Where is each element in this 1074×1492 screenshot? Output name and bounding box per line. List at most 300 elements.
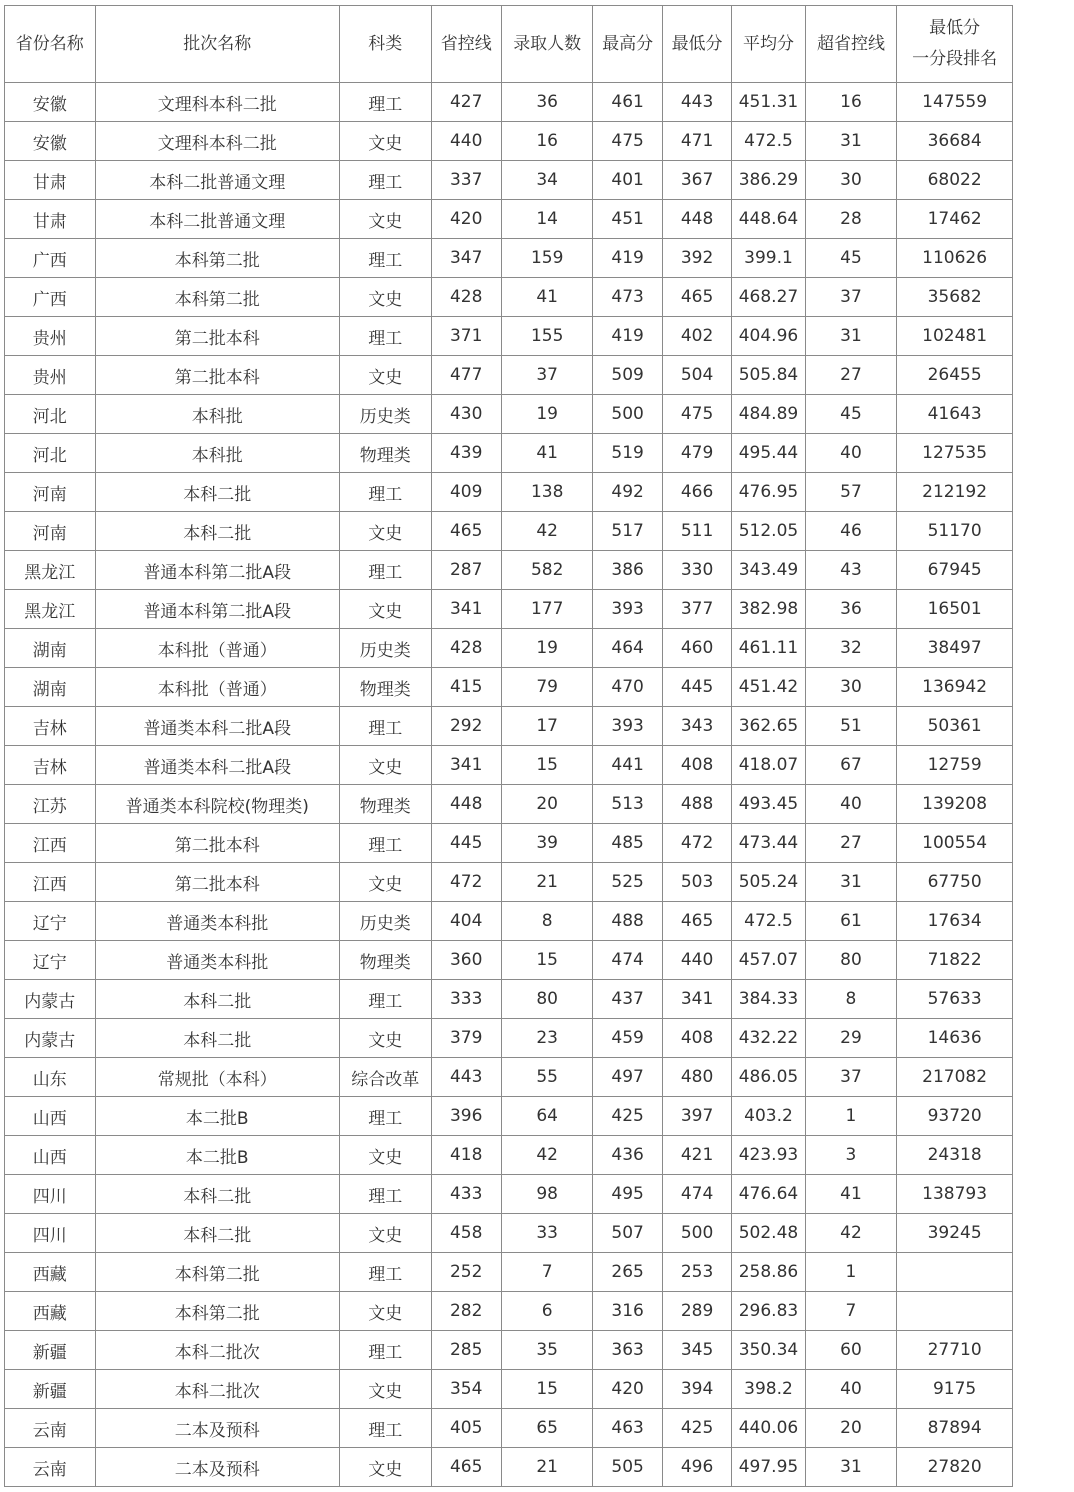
batch-cell: 普通类本科批: [95, 902, 339, 941]
admitted-count-cell: 37: [501, 356, 593, 395]
subject-type-cell: 文史: [339, 1136, 431, 1175]
control-line-cell: 282: [431, 1292, 501, 1331]
min-score-cell: 341: [662, 980, 731, 1019]
table-row: [5, 1214, 1013, 1253]
batch-cell: 普通类本科批: [95, 941, 339, 980]
avg-score-cell: 468.27: [732, 278, 805, 317]
batch-cell: 本科批: [95, 434, 339, 473]
control-line-cell: 420: [431, 200, 501, 239]
province-cell: 黑龙江: [5, 590, 96, 629]
subject-type-cell: 文史: [339, 122, 431, 161]
table-row: [5, 434, 1013, 473]
max-score-cell: 495: [593, 1175, 662, 1214]
avg-score-cell: 505.84: [732, 356, 805, 395]
min-score-rank-cell: 68022: [897, 161, 1013, 200]
admitted-count-cell: 80: [501, 980, 593, 1019]
min-score-cell: 504: [662, 356, 731, 395]
admitted-count-cell: 16: [501, 122, 593, 161]
batch-cell: 本科二批: [95, 1019, 339, 1058]
admitted-count-cell: 20: [501, 785, 593, 824]
max-score-cell: 464: [593, 629, 662, 668]
admission-scores-table-container: [4, 5, 1013, 1487]
control-line-cell: 347: [431, 239, 501, 278]
avg-score-cell: 472.5: [732, 122, 805, 161]
subject-type-cell: 文史: [339, 1019, 431, 1058]
min-score-rank-cell: 38497: [897, 629, 1013, 668]
min-score-cell: 465: [662, 902, 731, 941]
subject-type-cell: 文史: [339, 1448, 431, 1487]
above-control-cell: 43: [805, 551, 897, 590]
above-control-cell: 60: [805, 1331, 897, 1370]
province-cell: 吉林: [5, 746, 96, 785]
max-score-cell: 459: [593, 1019, 662, 1058]
subject-type-cell: 理工: [339, 83, 431, 122]
admitted-count-cell: 15: [501, 746, 593, 785]
table-row: [5, 1331, 1013, 1370]
above-control-cell: 32: [805, 629, 897, 668]
max-score-cell: 437: [593, 980, 662, 1019]
subject-type-cell: 理工: [339, 1097, 431, 1136]
avg-score-cell: 448.64: [732, 200, 805, 239]
min-score-cell: 330: [662, 551, 731, 590]
above-control-cell: 20: [805, 1409, 897, 1448]
admitted-count-cell: 138: [501, 473, 593, 512]
table-row: [5, 551, 1013, 590]
max-score-cell: 393: [593, 707, 662, 746]
max-score-cell: 492: [593, 473, 662, 512]
avg-score-cell: 343.49: [732, 551, 805, 590]
avg-score-cell: 502.48: [732, 1214, 805, 1253]
avg-score-cell: 476.95: [732, 473, 805, 512]
subject-type-cell: 文史: [339, 1214, 431, 1253]
max-score-cell: 401: [593, 161, 662, 200]
min-score-rank-cell: 26455: [897, 356, 1013, 395]
control-line-cell: 439: [431, 434, 501, 473]
province-cell: 贵州: [5, 356, 96, 395]
min-score-cell: 394: [662, 1370, 731, 1409]
batch-cell: 本科二批次: [95, 1370, 339, 1409]
min-score-rank-cell: 136942: [897, 668, 1013, 707]
header-province: 省份名称: [5, 6, 96, 83]
above-control-cell: 1: [805, 1097, 897, 1136]
batch-cell: 第二批本科: [95, 317, 339, 356]
above-control-cell: 36: [805, 590, 897, 629]
admitted-count-cell: 7: [501, 1253, 593, 1292]
control-line-cell: 465: [431, 1448, 501, 1487]
batch-cell: 本科批: [95, 395, 339, 434]
batch-cell: 普通类本科二批A段: [95, 707, 339, 746]
admitted-count-cell: 582: [501, 551, 593, 590]
admitted-count-cell: 41: [501, 278, 593, 317]
control-line-cell: 360: [431, 941, 501, 980]
province-cell: 辽宁: [5, 941, 96, 980]
min-score-rank-cell: 39245: [897, 1214, 1013, 1253]
subject-type-cell: 理工: [339, 707, 431, 746]
admitted-count-cell: 64: [501, 1097, 593, 1136]
subject-type-cell: 文史: [339, 863, 431, 902]
min-score-cell: 448: [662, 200, 731, 239]
header-min-score-rank: [897, 6, 1013, 83]
admitted-count-cell: 34: [501, 161, 593, 200]
table-row: [5, 980, 1013, 1019]
batch-cell: 本科二批普通文理: [95, 161, 339, 200]
province-cell: 广西: [5, 278, 96, 317]
min-score-rank-cell: 71822: [897, 941, 1013, 980]
control-line-cell: 371: [431, 317, 501, 356]
province-cell: 内蒙古: [5, 980, 96, 1019]
above-control-cell: 42: [805, 1214, 897, 1253]
min-score-rank-cell: 17462: [897, 200, 1013, 239]
admitted-count-cell: 41: [501, 434, 593, 473]
min-score-rank-cell: 67750: [897, 863, 1013, 902]
avg-score-cell: 258.86: [732, 1253, 805, 1292]
avg-score-cell: 486.05: [732, 1058, 805, 1097]
subject-type-cell: 理工: [339, 1175, 431, 1214]
province-cell: 甘肃: [5, 200, 96, 239]
max-score-cell: 463: [593, 1409, 662, 1448]
table-row: [5, 1097, 1013, 1136]
max-score-cell: 461: [593, 83, 662, 122]
max-score-cell: 517: [593, 512, 662, 551]
min-score-cell: 500: [662, 1214, 731, 1253]
max-score-cell: 519: [593, 434, 662, 473]
table-row: [5, 902, 1013, 941]
province-cell: 甘肃: [5, 161, 96, 200]
control-line-cell: 292: [431, 707, 501, 746]
table-row: [5, 512, 1013, 551]
min-score-cell: 402: [662, 317, 731, 356]
admitted-count-cell: 177: [501, 590, 593, 629]
province-cell: 山西: [5, 1097, 96, 1136]
table-row: [5, 1448, 1013, 1487]
min-score-rank-cell: 100554: [897, 824, 1013, 863]
header-avg-score: 平均分: [732, 6, 805, 83]
min-score-rank-cell: 50361: [897, 707, 1013, 746]
control-line-cell: 465: [431, 512, 501, 551]
province-cell: 云南: [5, 1409, 96, 1448]
max-score-cell: 497: [593, 1058, 662, 1097]
batch-cell: 文理科本科二批: [95, 83, 339, 122]
max-score-cell: 425: [593, 1097, 662, 1136]
min-score-cell: 253: [662, 1253, 731, 1292]
batch-cell: 本科二批普通文理: [95, 200, 339, 239]
table-row: [5, 1019, 1013, 1058]
control-line-cell: 440: [431, 122, 501, 161]
avg-score-cell: 512.05: [732, 512, 805, 551]
above-control-cell: 61: [805, 902, 897, 941]
control-line-cell: 418: [431, 1136, 501, 1175]
above-control-cell: 45: [805, 239, 897, 278]
batch-cell: 本科二批: [95, 1214, 339, 1253]
min-score-cell: 465: [662, 278, 731, 317]
min-score-rank-cell: 16501: [897, 590, 1013, 629]
above-control-cell: 80: [805, 941, 897, 980]
avg-score-cell: 384.33: [732, 980, 805, 1019]
batch-cell: 普通本科第二批A段: [95, 590, 339, 629]
above-control-cell: 40: [805, 785, 897, 824]
min-score-cell: 377: [662, 590, 731, 629]
province-cell: 西藏: [5, 1292, 96, 1331]
table-row: [5, 473, 1013, 512]
min-score-rank-cell: 57633: [897, 980, 1013, 1019]
subject-type-cell: 理工: [339, 980, 431, 1019]
min-score-cell: 397: [662, 1097, 731, 1136]
min-score-rank-cell: 147559: [897, 83, 1013, 122]
avg-score-cell: 472.5: [732, 902, 805, 941]
table-row: [5, 200, 1013, 239]
header-max-score: 最高分: [593, 6, 662, 83]
control-line-cell: 428: [431, 629, 501, 668]
subject-type-cell: 文史: [339, 512, 431, 551]
min-score-cell: 425: [662, 1409, 731, 1448]
table-row: [5, 1253, 1013, 1292]
max-score-cell: 525: [593, 863, 662, 902]
avg-score-cell: 423.93: [732, 1136, 805, 1175]
min-score-cell: 466: [662, 473, 731, 512]
subject-type-cell: 物理类: [339, 941, 431, 980]
control-line-cell: 458: [431, 1214, 501, 1253]
max-score-cell: 386: [593, 551, 662, 590]
subject-type-cell: 物理类: [339, 434, 431, 473]
max-score-cell: 419: [593, 239, 662, 278]
above-control-cell: 37: [805, 1058, 897, 1097]
subject-type-cell: 历史类: [339, 902, 431, 941]
min-score-rank-cell: 110626: [897, 239, 1013, 278]
batch-cell: 第二批本科: [95, 356, 339, 395]
header-min-score-rank-line1: 最低分: [929, 18, 981, 38]
table-row: [5, 1292, 1013, 1331]
table-row: [5, 278, 1013, 317]
subject-type-cell: 理工: [339, 473, 431, 512]
min-score-rank-cell: 127535: [897, 434, 1013, 473]
max-score-cell: 419: [593, 317, 662, 356]
control-line-cell: 430: [431, 395, 501, 434]
above-control-cell: 67: [805, 746, 897, 785]
control-line-cell: 427: [431, 83, 501, 122]
admitted-count-cell: 23: [501, 1019, 593, 1058]
avg-score-cell: 484.89: [732, 395, 805, 434]
min-score-rank-cell: 27710: [897, 1331, 1013, 1370]
province-cell: 辽宁: [5, 902, 96, 941]
batch-cell: 本科二批: [95, 512, 339, 551]
above-control-cell: 31: [805, 863, 897, 902]
batch-cell: 本科第二批: [95, 1292, 339, 1331]
min-score-rank-cell: [897, 1253, 1013, 1292]
avg-score-cell: 296.83: [732, 1292, 805, 1331]
subject-type-cell: 文史: [339, 590, 431, 629]
table-row: [5, 863, 1013, 902]
province-cell: 西藏: [5, 1253, 96, 1292]
max-score-cell: 316: [593, 1292, 662, 1331]
admitted-count-cell: 42: [501, 512, 593, 551]
avg-score-cell: 493.45: [732, 785, 805, 824]
min-score-rank-cell: 212192: [897, 473, 1013, 512]
admitted-count-cell: 14: [501, 200, 593, 239]
header-min-score-rank-line2: 一分段排名: [912, 49, 998, 69]
max-score-cell: 393: [593, 590, 662, 629]
batch-cell: 本科第二批: [95, 1253, 339, 1292]
max-score-cell: 441: [593, 746, 662, 785]
max-score-cell: 513: [593, 785, 662, 824]
admitted-count-cell: 155: [501, 317, 593, 356]
min-score-cell: 289: [662, 1292, 731, 1331]
table-row: [5, 1370, 1013, 1409]
min-score-cell: 343: [662, 707, 731, 746]
min-score-cell: 408: [662, 1019, 731, 1058]
header-subject-type: 科类: [339, 6, 431, 83]
min-score-rank-cell: 139208: [897, 785, 1013, 824]
avg-score-cell: 457.07: [732, 941, 805, 980]
batch-cell: 本二批B: [95, 1136, 339, 1175]
above-control-cell: 16: [805, 83, 897, 122]
min-score-cell: 421: [662, 1136, 731, 1175]
admitted-count-cell: 17: [501, 707, 593, 746]
min-score-cell: 511: [662, 512, 731, 551]
above-control-cell: 31: [805, 317, 897, 356]
subject-type-cell: 文史: [339, 356, 431, 395]
min-score-rank-cell: 217082: [897, 1058, 1013, 1097]
avg-score-cell: 362.65: [732, 707, 805, 746]
above-control-cell: 41: [805, 1175, 897, 1214]
subject-type-cell: 理工: [339, 161, 431, 200]
table-row: [5, 1058, 1013, 1097]
table-header-row: [5, 6, 1013, 83]
batch-cell: 本科二批: [95, 980, 339, 1019]
above-control-cell: 8: [805, 980, 897, 1019]
subject-type-cell: 物理类: [339, 668, 431, 707]
min-score-rank-cell: 41643: [897, 395, 1013, 434]
admitted-count-cell: 42: [501, 1136, 593, 1175]
table-row: [5, 239, 1013, 278]
max-score-cell: 485: [593, 824, 662, 863]
above-control-cell: 30: [805, 161, 897, 200]
avg-score-cell: 473.44: [732, 824, 805, 863]
max-score-cell: 488: [593, 902, 662, 941]
table-row: [5, 824, 1013, 863]
min-score-rank-cell: 51170: [897, 512, 1013, 551]
control-line-cell: 472: [431, 863, 501, 902]
province-cell: 贵州: [5, 317, 96, 356]
admitted-count-cell: 33: [501, 1214, 593, 1253]
max-score-cell: 451: [593, 200, 662, 239]
control-line-cell: 333: [431, 980, 501, 1019]
admitted-count-cell: 15: [501, 941, 593, 980]
above-control-cell: 40: [805, 1370, 897, 1409]
batch-cell: 本科二批: [95, 1175, 339, 1214]
batch-cell: 本科第二批: [95, 239, 339, 278]
max-score-cell: 507: [593, 1214, 662, 1253]
province-cell: 黑龙江: [5, 551, 96, 590]
subject-type-cell: 文史: [339, 1292, 431, 1331]
province-cell: 河南: [5, 473, 96, 512]
min-score-cell: 443: [662, 83, 731, 122]
header-control-line: 省控线: [431, 6, 501, 83]
above-control-cell: 29: [805, 1019, 897, 1058]
subject-type-cell: 理工: [339, 1253, 431, 1292]
batch-cell: 二本及预科: [95, 1448, 339, 1487]
header-admitted-count: 录取人数: [501, 6, 593, 83]
control-line-cell: 428: [431, 278, 501, 317]
table-row: [5, 1136, 1013, 1175]
subject-type-cell: 物理类: [339, 785, 431, 824]
subject-type-cell: 理工: [339, 317, 431, 356]
admitted-count-cell: 15: [501, 1370, 593, 1409]
subject-type-cell: 综合改革: [339, 1058, 431, 1097]
above-control-cell: 7: [805, 1292, 897, 1331]
province-cell: 江西: [5, 863, 96, 902]
avg-score-cell: 350.34: [732, 1331, 805, 1370]
min-score-cell: 480: [662, 1058, 731, 1097]
admitted-count-cell: 79: [501, 668, 593, 707]
control-line-cell: 396: [431, 1097, 501, 1136]
table-row: [5, 317, 1013, 356]
min-score-cell: 408: [662, 746, 731, 785]
max-score-cell: 475: [593, 122, 662, 161]
min-score-cell: 445: [662, 668, 731, 707]
above-control-cell: 31: [805, 1448, 897, 1487]
batch-cell: 常规批（本科）: [95, 1058, 339, 1097]
above-control-cell: 57: [805, 473, 897, 512]
max-score-cell: 505: [593, 1448, 662, 1487]
batch-cell: 本科批（普通）: [95, 668, 339, 707]
above-control-cell: 31: [805, 122, 897, 161]
subject-type-cell: 文史: [339, 746, 431, 785]
min-score-rank-cell: [897, 1292, 1013, 1331]
max-score-cell: 500: [593, 395, 662, 434]
avg-score-cell: 495.44: [732, 434, 805, 473]
above-control-cell: 30: [805, 668, 897, 707]
min-score-cell: 474: [662, 1175, 731, 1214]
batch-cell: 第二批本科: [95, 824, 339, 863]
table-row: [5, 785, 1013, 824]
control-line-cell: 404: [431, 902, 501, 941]
min-score-cell: 488: [662, 785, 731, 824]
admitted-count-cell: 19: [501, 629, 593, 668]
min-score-rank-cell: 67945: [897, 551, 1013, 590]
admitted-count-cell: 21: [501, 863, 593, 902]
min-score-cell: 496: [662, 1448, 731, 1487]
min-score-rank-cell: 87894: [897, 1409, 1013, 1448]
control-line-cell: 287: [431, 551, 501, 590]
min-score-rank-cell: 14636: [897, 1019, 1013, 1058]
above-control-cell: 37: [805, 278, 897, 317]
avg-score-cell: 451.42: [732, 668, 805, 707]
batch-cell: 本科二批: [95, 473, 339, 512]
avg-score-cell: 505.24: [732, 863, 805, 902]
min-score-cell: 440: [662, 941, 731, 980]
min-score-cell: 367: [662, 161, 731, 200]
above-control-cell: 46: [805, 512, 897, 551]
batch-cell: 本科第二批: [95, 278, 339, 317]
control-line-cell: 433: [431, 1175, 501, 1214]
max-score-cell: 473: [593, 278, 662, 317]
control-line-cell: 341: [431, 590, 501, 629]
header-min-score: 最低分: [662, 6, 731, 83]
province-cell: 河北: [5, 434, 96, 473]
table-row: [5, 590, 1013, 629]
table-row: [5, 356, 1013, 395]
above-control-cell: 3: [805, 1136, 897, 1175]
min-score-cell: 345: [662, 1331, 731, 1370]
min-score-cell: 475: [662, 395, 731, 434]
above-control-cell: 45: [805, 395, 897, 434]
province-cell: 河南: [5, 512, 96, 551]
control-line-cell: 405: [431, 1409, 501, 1448]
min-score-cell: 503: [662, 863, 731, 902]
admitted-count-cell: 159: [501, 239, 593, 278]
max-score-cell: 420: [593, 1370, 662, 1409]
avg-score-cell: 461.11: [732, 629, 805, 668]
